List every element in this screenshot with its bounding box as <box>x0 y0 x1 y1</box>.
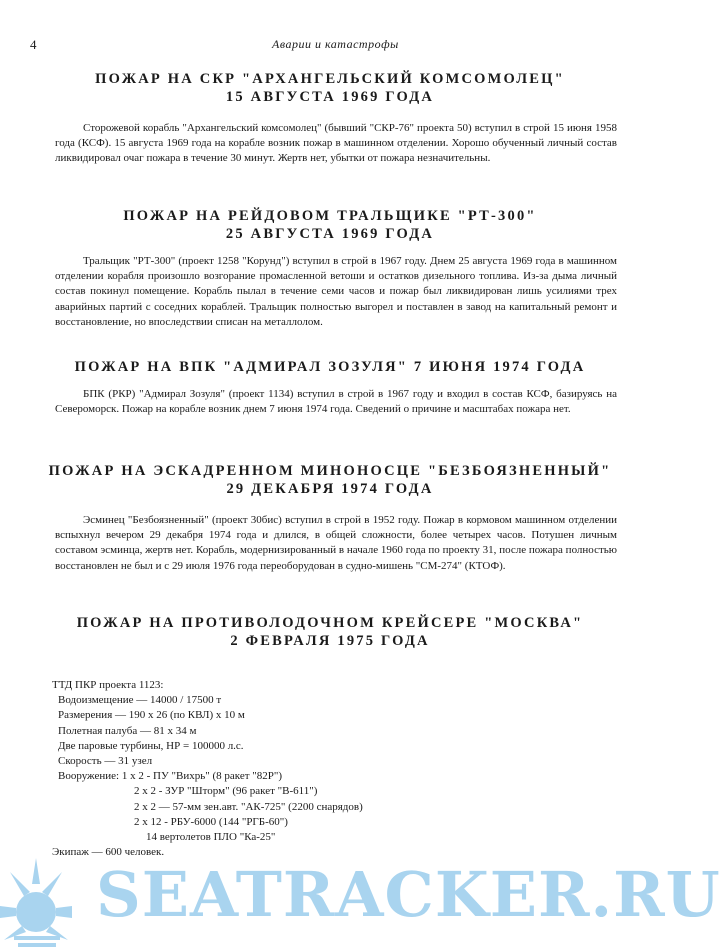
specs-title: ТТД ПКР проекта 1123: <box>52 679 164 691</box>
spec-line: Размерения — 190 х 26 (по КВЛ) х 10 м <box>58 709 245 722</box>
heading-line: 15 АВГУСТА 1969 ГОДА <box>225 89 435 105</box>
armament-line: 2 х 2 - ЗУР "Шторм" (96 ракет "В-611") <box>134 785 318 798</box>
section-heading <box>40 614 620 650</box>
page-number: 4 <box>30 37 37 52</box>
heading-line: ПОЖАР НА ПРОТИВОЛОДОЧНОМ КРЕЙСЕРЕ "МОСКВА" <box>76 615 584 631</box>
spec-line: Вооружение: 1 х 2 - ПУ "Вихрь" (8 ракет "82Р") <box>58 770 283 783</box>
spec-line: Водоизмещение — 14000 / 17500 т <box>58 694 222 707</box>
specs-block <box>52 678 363 860</box>
spec-line: Две паровые турбины, НР = 100000 л.с. <box>58 739 244 752</box>
heading-line: 25 АВГУСТА 1969 ГОДА <box>225 226 435 242</box>
heading-line: ПОЖАР НА ВПК "АДМИРАЛ ЗОЗУЛЯ" 7 ИЮНЯ 1974 ГОДА <box>74 359 586 375</box>
watermark-text: SEATRACKER.RU <box>96 858 721 931</box>
spec-line: Скорость — 31 узел <box>58 755 153 768</box>
armament-line: 2 х 12 - РБУ-6000 (144 "РГБ-60") <box>134 815 288 828</box>
sun-icon <box>0 848 110 948</box>
section-body: БПК (РКР) "Адмирал Зозуля" (проект 1134) вступил в строй в 1967 году и входил в состав КСФ, базируясь на Североморск. Пожар на корабле возник днем 7 июня 1974 года. Сведений о причине и масштабах пожара нет. <box>55 388 617 416</box>
helicopters-line: 14 вертолетов ПЛО "Ка-25" <box>146 831 276 844</box>
spec-line: Полетная палуба — 81 х 34 м <box>58 724 197 737</box>
armament-line: 2 х 2 — 57-мм зен.авт. "АК-725" (2200 снарядов) <box>134 800 363 813</box>
section-heading <box>40 70 620 106</box>
heading-line: ПОЖАР НА ЭСКАДРЕННОМ МИНОНОСЦЕ "БЕЗБОЯЗНЕННЫЙ" <box>48 463 612 479</box>
section-heading <box>40 462 620 498</box>
heading-line: ПОЖАР НА РЕЙДОВОМ ТРАЛЬЩИКЕ "РТ-300" <box>123 208 537 224</box>
running-head: Аварии и катастрофы <box>272 37 399 51</box>
section-body: Сторожевой корабль "Архангельский комсомолец" (бывший "СКР-76" проекта 50) вступил в строй 15 июня 1958 года (КСФ). 15 августа 1969 года на корабле возник пожар в машинном отделении. Хорошо обученный личный состав ликвидировал очаг пожара в течение 30 минут. Жертв нет, убытки от пожара незначительны. <box>55 122 617 165</box>
section-body: Эсминец "Безбоязненный" (проект 30бис) вступил в строй в 1952 году. Пожар в кормовом машинном отделении вспыхнул вечером 29 декабря 1974 года и длился, в общей сложности, более четырех часов. Потушен личным составом эсминца, жертв нет. Корабль, модернизированный в начале 1960 года по проекту 31, после пожара полностью восстановлен не был и с 29 июля 1976 года переоборудован в судно-мишень "СМ-274" (КТОФ). <box>55 514 617 572</box>
heading-line: ПОЖАР НА СКР "АРХАНГЕЛЬСКИЙ КОМСОМОЛЕЦ" <box>95 71 565 87</box>
section-heading <box>40 358 620 376</box>
heading-line: 2 ФЕВРАЛЯ 1975 ГОДА <box>230 633 430 649</box>
section-body: Тральщик "РТ-300" (проект 1258 "Корунд") вступил в строй в 1967 году. Днем 25 августа 1969 года в машинном отделении корабля произошло возгорание промасленной ветоши и остатков дизельного топлива. Из-за дыма личный состав покинул помещение. Корабль пылал в течение семи часов и пожар был ликвидирован лишь усилиями трех аварийных партий с соседних кораблей. Тральщик полностью выгорел и поставлен в завод на капитальный ремонт и восстановление, но впоследствии списан на металлолом. <box>55 255 617 328</box>
section-heading <box>40 207 620 243</box>
heading-line: 29 ДЕКАБРЯ 1974 ГОДА <box>226 481 434 497</box>
crew-line: Экипаж — 600 человек. <box>52 846 165 859</box>
